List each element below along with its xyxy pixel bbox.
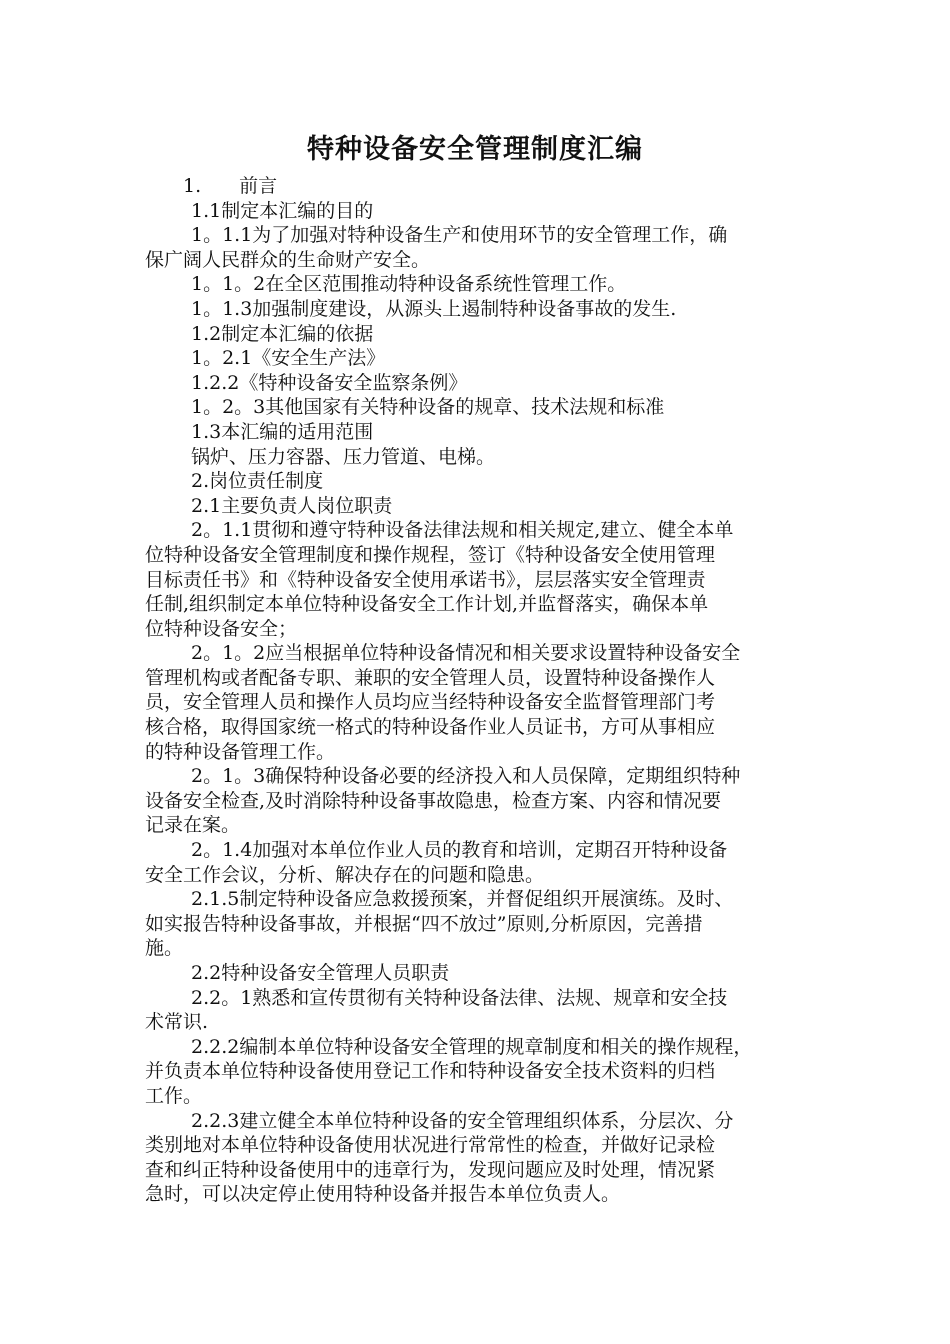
document-title: 特种设备安全管理制度汇编 xyxy=(307,134,643,165)
paragraph-line: 员，安全管理人员和操作人员均应当经特种设备安全监督管理部门考 xyxy=(145,691,716,714)
paragraph-line: 安全工作会议，分析、解决存在的问题和隐患。 xyxy=(145,863,545,886)
document-body xyxy=(145,174,835,1207)
subsection-heading: 2.2特种设备安全管理人员职责 xyxy=(191,962,450,984)
subsection-heading: 1.1制定本汇编的目的 xyxy=(191,199,374,222)
paragraph-line: 术常识. xyxy=(145,1011,209,1034)
paragraph-line: 工作。 xyxy=(145,1084,203,1107)
paragraph-line: 1.2.2《特种设备安全监察条例》 xyxy=(191,371,468,394)
subsection-heading: 1.3本汇编的适用范围 xyxy=(191,420,374,443)
paragraph-line: 2.2。1熟悉和宣传贯彻有关特种设备法律、法规、规章和安全技 xyxy=(191,986,728,1009)
section-heading: 2.岗位责任制度 xyxy=(191,470,324,493)
paragraph-line: 目标责任书》和《特种设备安全使用承诺书》，层层落实安全管理责 xyxy=(145,568,706,591)
paragraph-line: 施。 xyxy=(145,937,184,960)
paragraph-line: 管理机构或者配备专职、兼职的安全管理人员，设置特种设备操作人 xyxy=(145,666,716,689)
paragraph-line: 2.2.3建立健全本单位特种设备的安全管理组织体系，分层次、分 xyxy=(191,1109,734,1132)
paragraph-line: 1。1.1为了加强对特种设备生产和使用环节的安全管理工作，确 xyxy=(191,224,728,247)
paragraph-line: 核合格，取得国家统一格式的特种设备作业人员证书，方可从事相应 xyxy=(145,716,716,739)
paragraph-line: 2。1.4加强对本单位作业人员的教育和培训，定期召开特种设备 xyxy=(191,839,728,862)
paragraph-line: 2。1。2应当根据单位特种设备情况和相关要求设置特种设备安全 xyxy=(191,642,741,665)
subsection-heading: 1.2制定本汇编的依据 xyxy=(191,322,374,345)
paragraph-line: 的特种设备管理工作。 xyxy=(145,740,336,763)
subsection-heading: 2.1主要负责人岗位职责 xyxy=(191,494,393,517)
paragraph-line: 如实报告特种设备事故，并根据“四不放过”原则,分析原因，完善措 xyxy=(145,912,703,935)
paragraph-line: 查和纠正特种设备使用中的违章行为，发现问题应及时处理，情况紧 xyxy=(145,1158,716,1181)
paragraph-line: 类别地对本单位特种设备使用状况进行常常性的检查，并做好记录检 xyxy=(145,1134,716,1157)
paragraph-line: 急时，可以决定停止使用特种设备并报告本单位负责人。 xyxy=(145,1183,621,1206)
paragraph-line: 2.1.5制定特种设备应急救援预案，并督促组织开展演练。及时、 xyxy=(191,888,734,911)
paragraph-line: 位特种设备安全管理制度和操作规程，签订《特种设备安全使用管理 xyxy=(145,543,716,566)
paragraph-line: 任制,组织制定本单位特种设备安全工作计划,并监督落实，确保本单 xyxy=(145,593,709,616)
paragraph-line: 锅炉、压力容器、压力管道、电梯。 xyxy=(191,445,496,468)
paragraph-line: 2.2.2编制本单位特种设备安全管理的规章制度和相关的操作规程， xyxy=(191,1035,753,1058)
paragraph-line: 1。1.3加强制度建设，从源头上遏制特种设备事故的发生. xyxy=(191,297,677,320)
paragraph-line: 1。2。3其他国家有关特种设备的规章、技术法规和标准 xyxy=(191,396,665,419)
paragraph-line: 位特种设备安全； xyxy=(145,617,298,640)
paragraph-line: 保广阔人民群众的生命财产安全。 xyxy=(145,248,431,271)
paragraph-line: 2。1.1贯彻和遵守特种设备法律法规和相关规定,建立、健全本单 xyxy=(191,519,734,542)
paragraph-line: 设备安全检查,及时消除特种设备事故隐患，检查方案、内容和情况要 xyxy=(145,789,722,812)
paragraph-line: 2。1。3确保特种设备必要的经济投入和人员保障，定期组织特种 xyxy=(191,765,741,788)
paragraph-line: 1。2.1《安全生产法》 xyxy=(191,347,386,370)
section-heading: 1. 前言 xyxy=(183,175,278,197)
paragraph-line: 记录在案。 xyxy=(145,814,241,837)
paragraph-line: 1。1。2在全区范围推动特种设备系统性管理工作。 xyxy=(191,273,627,296)
paragraph-line: 并负责本单位特种设备使用登记工作和特种设备安全技术资料的归档 xyxy=(145,1060,716,1083)
